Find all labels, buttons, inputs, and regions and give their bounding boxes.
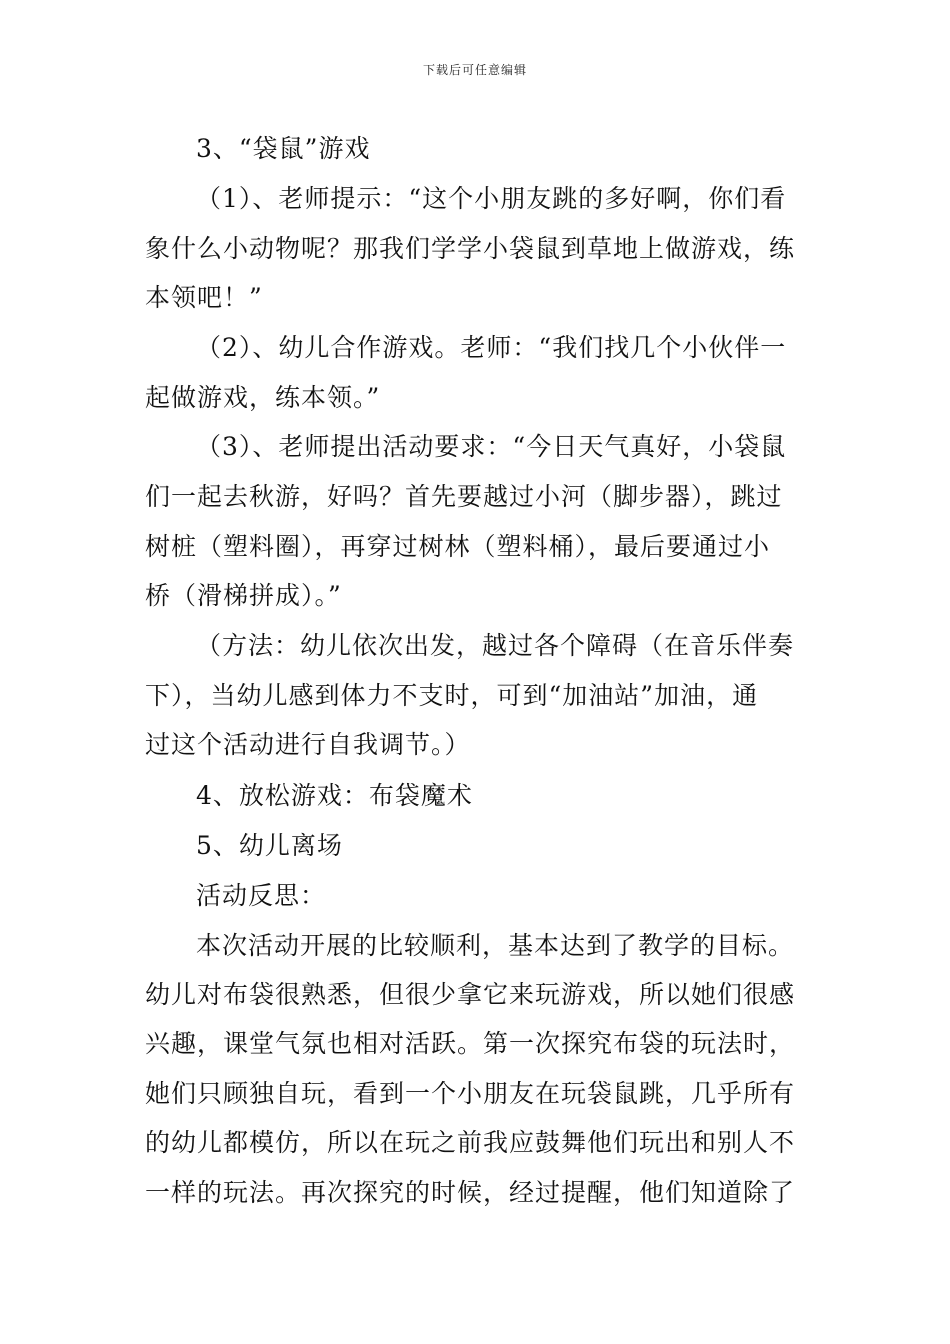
text-line: 桥（滑梯拼成）。”: [145, 581, 342, 610]
text-line: 3、“袋鼠”游戏: [196, 134, 371, 163]
text-line: 活动反思：: [196, 881, 327, 910]
text-line: 的幼儿都模仿，所以在玩之前我应鼓舞他们玩出和别人不: [145, 1128, 796, 1157]
text-line: 5、幼儿离场: [196, 831, 343, 860]
text-line: 本次活动开展的比较顺利，基本达到了教学的目标。: [196, 931, 795, 960]
text-line: 一样的玩法。再次探究的时候，经过提醒，他们知道除了: [145, 1178, 796, 1207]
text-line: （1）、老师提示：“这个小朋友跳的多好啊，你们看: [196, 184, 787, 213]
text-line: 本领吧！”: [145, 283, 263, 312]
text-line: 兴趣，课堂气氛也相对活跃。第一次探究布袋的玩法时，: [145, 1029, 796, 1058]
page-header: 下载后可任意编辑: [422, 63, 527, 77]
text-line: 们一起去秋游，好吗？首先要越过小河（脚步器），跳过: [145, 482, 783, 511]
text-line: 4、放松游戏：布袋魔术: [196, 781, 473, 810]
text-line: 她们只顾独自玩，看到一个小朋友在玩袋鼠跳，几乎所有: [145, 1079, 796, 1108]
text-line: 幼儿对布袋很熟悉，但很少拿它来玩游戏，所以她们很感: [145, 980, 796, 1009]
text-line: 下），当幼儿感到体力不支时，可到“加油站”加油，通: [145, 681, 759, 710]
text-line: 过这个活动进行自我调节。）: [145, 730, 471, 759]
text-line: （2）、幼儿合作游戏。老师：“我们找几个小伙伴一: [196, 333, 787, 362]
text-line: 象什么小动物呢？那我们学学小袋鼠到草地上做游戏，练: [145, 234, 796, 263]
text-line: （3）、老师提出活动要求：“今日天气真好，小袋鼠: [196, 432, 787, 461]
text-line: （方法：幼儿依次出发，越过各个障碍（在音乐伴奏: [196, 631, 795, 660]
text-line: 起做游戏，练本领。”: [145, 383, 381, 412]
text-line: 树桩（塑料圈），再穿过树林（塑料桶），最后要通过小: [145, 532, 771, 561]
